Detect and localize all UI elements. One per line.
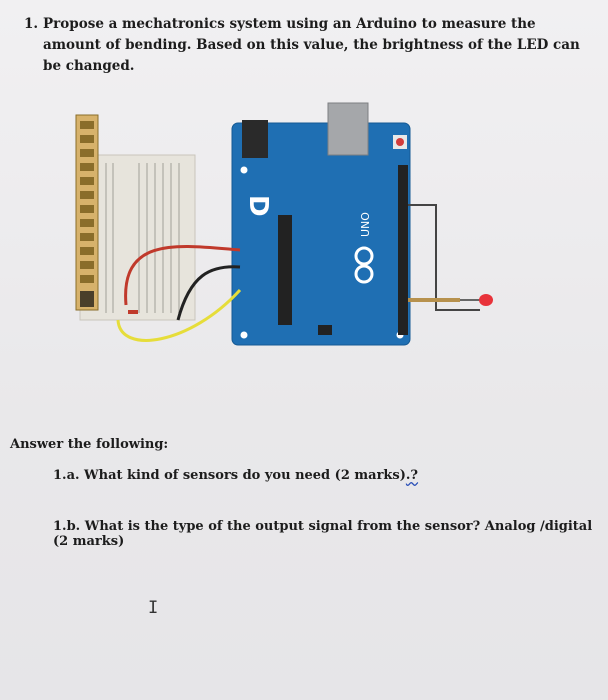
- sub-question-a-text: 1.a. What kind of sensors do you need (2 marks): [53, 468, 406, 483]
- question-number: 1.: [24, 16, 39, 32]
- led: [460, 294, 493, 306]
- sub-question-a-tail: .?: [405, 468, 419, 483]
- flex-sensor: [76, 115, 98, 310]
- text-cursor-icon: I: [148, 598, 159, 618]
- sub-question-a: [53, 468, 418, 483]
- arduino-board: [232, 103, 410, 345]
- question-title: [24, 14, 584, 77]
- svg-text:D: D: [243, 195, 273, 217]
- arduino-circuit-figure: [60, 95, 520, 365]
- board-label: UNO: [359, 212, 372, 237]
- question-text: Propose a mechatronics system using an Arduino to measure the amount of bending. Based on this value, the brightness of the LED can be changed.: [43, 16, 580, 74]
- sub-question-b: 1.b. What is the type of the output signal from the sensor? Analog /digital (2 marks): [53, 519, 593, 549]
- answer-heading: Answer the following:: [10, 437, 169, 452]
